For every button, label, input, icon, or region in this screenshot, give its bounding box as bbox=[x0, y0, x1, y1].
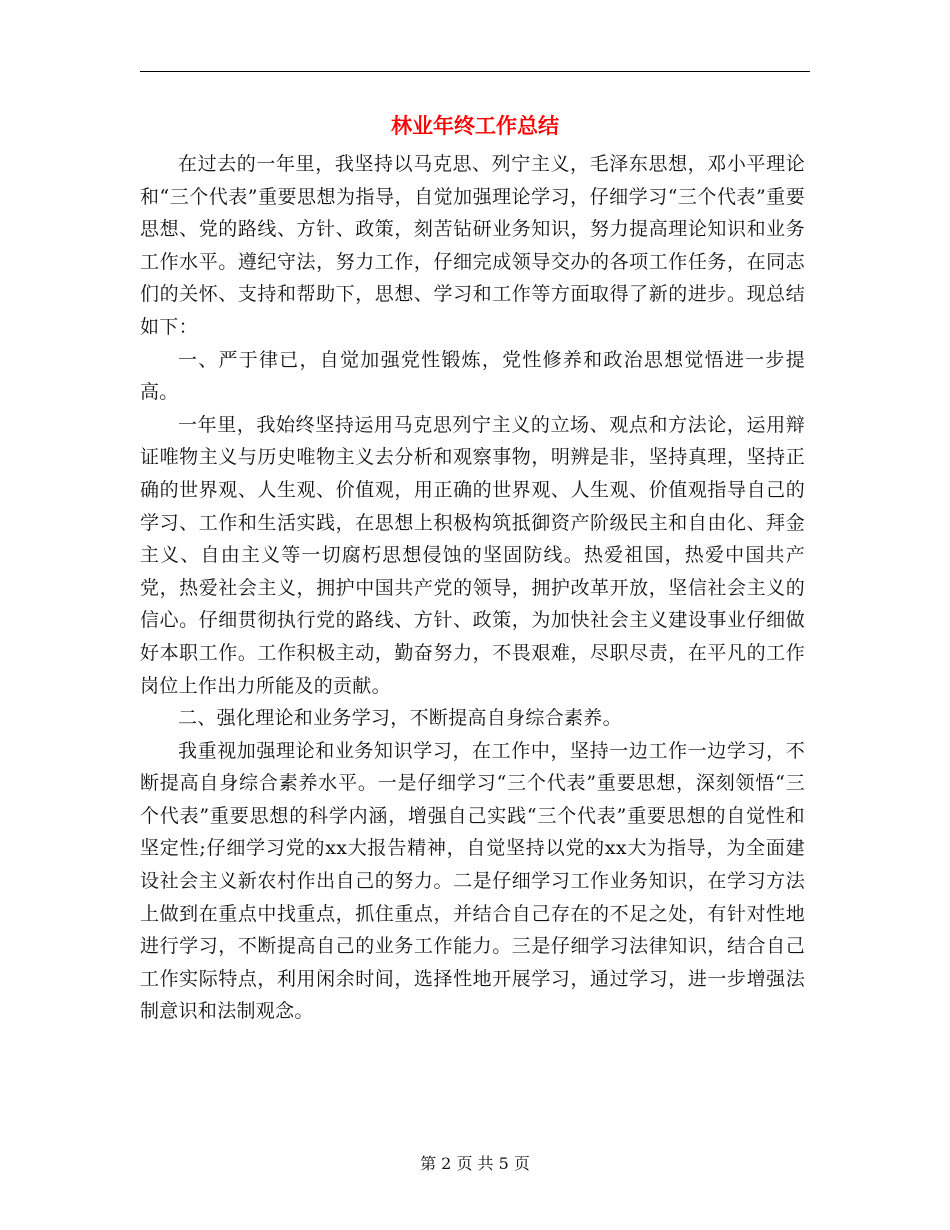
paragraph-section-2: 我重视加强理论和业务知识学习，在工作中，坚持一边工作一边学习，不断提高自身综合素养水平。一是仔细学习“三个代表”重要思想，深刻领悟“三个代表”重要思想的科学内涵，增强自己实践“三个代表”重要思想的自觉性和坚定性;仔细学习党的xx大报告精神，自觉坚持以党的xx大为指导，为全面建设社会主义新农村作出自己的努力。二是仔细学习工作业务知识，在学习方法上做到在重点中找重点，抓住重点，并结合自己存在的不足之处，有针对性地进行学习，不断提高自己的业务工作能力。三是仔细学习法律知识，结合自己工作实际特点，利用闲余时间，选择性地开展学习，通过学习，进一步增强法制意识和法制观念。 bbox=[140, 739, 805, 1023]
header-rule bbox=[140, 71, 810, 72]
document-body bbox=[140, 148, 805, 1028]
paragraph-intro: 在过去的一年里，我坚持以马克思、列宁主义，毛泽东思想，邓小平理论和“三个代表”重要思想为指导，自觉加强理论学习，仔细学习“三个代表”重要思想、党的路线、方针、政策，刻苦钻研业务知识，努力提高理论知识和业务工作水平。遵纪守法，努力工作，仔细完成领导交办的各项工作任务，在同志们的关怀、支持和帮助下，思想、学习和工作等方面取得了新的进步。现总结如下： bbox=[140, 153, 805, 338]
document-title: 林业年终工作总结 bbox=[391, 113, 559, 138]
section-heading-1: 一、严于律已，自觉加强党性锻炼，党性修养和政治思想觉悟进一步提高。 bbox=[140, 348, 805, 404]
page-number: 第 2 页 共 5 页 bbox=[420, 1154, 530, 1173]
paragraph-section-1: 一年里，我始终坚持运用马克思列宁主义的立场、观点和方法论，运用辩证唯物主义与历史唯物主义去分析和观察事物，明辨是非，坚持真理，坚持正确的世界观、人生观、价值观，用正确的世界观、人生观、价值观指导自己的学习、工作和生活实践，在思想上积极构筑抵御资产阶级民主和自由化、拜金主义、自由主义等一切腐朽思想侵蚀的坚固防线。热爱祖国，热爱中国共产党，热爱社会主义，拥护中国共产党的领导，拥护改革开放，坚信社会主义的信心。仔细贯彻执行党的路线、方针、政策，为加快社会主义建设事业仔细做好本职工作。工作积极主动，勤奋努力，不畏艰难，尽职尽责，在平凡的工作岗位上作出力所能及的贡献。 bbox=[140, 413, 805, 697]
section-heading-2: 二、强化理论和业务学习，不断提高自身综合素养。 bbox=[178, 707, 622, 730]
